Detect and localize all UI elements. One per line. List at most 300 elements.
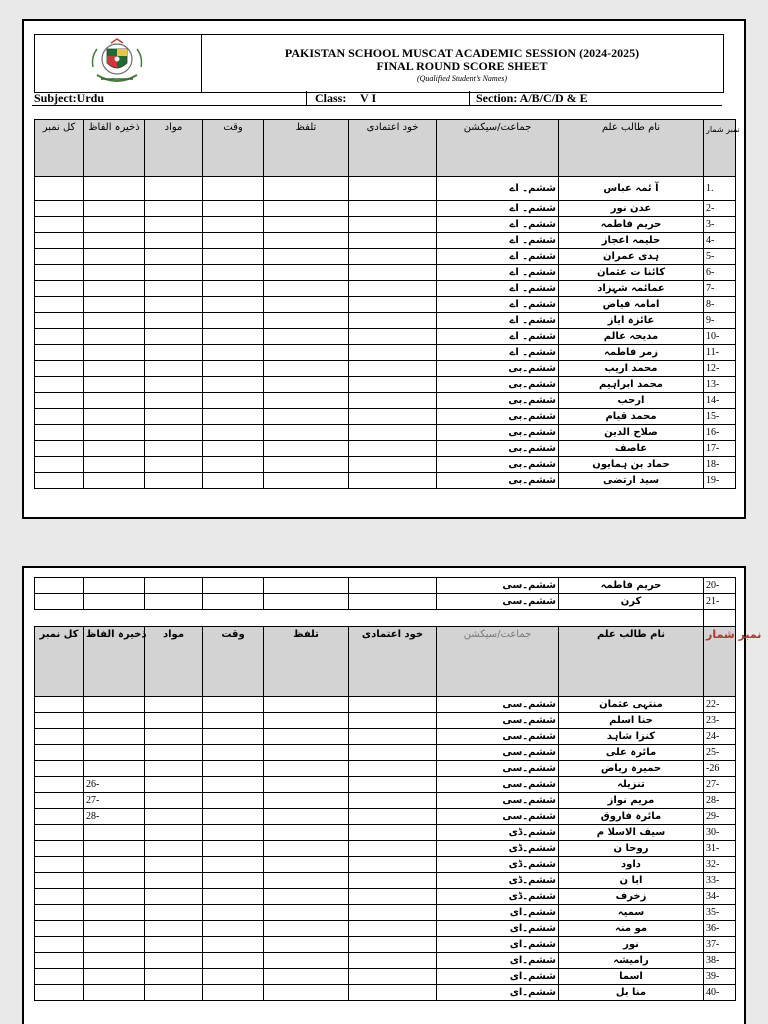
vocab-cell [84, 281, 145, 297]
confidence-cell [349, 361, 437, 377]
confidence-cell [349, 425, 437, 441]
time-cell [203, 729, 264, 745]
pronunciation-cell [264, 281, 349, 297]
student-name-cell: آ ئمہ عباس [559, 177, 704, 201]
time-cell [203, 905, 264, 921]
content-cell [145, 889, 203, 905]
content-cell [145, 281, 203, 297]
time-cell [203, 841, 264, 857]
class-section-cell: ششم۔ اے [437, 217, 559, 233]
vocab-cell [84, 265, 145, 281]
table-row [35, 393, 736, 409]
class-label: Class: [315, 91, 347, 105]
pronunciation-cell [264, 313, 349, 329]
class-section-cell: ششم۔سی [437, 809, 559, 825]
class-section-cell: ششم۔ اے [437, 345, 559, 361]
vocab-cell: 28- [84, 809, 145, 825]
class-section-cell: ششم۔بی [437, 393, 559, 409]
col-vocab: ذخیرہ الفاظ [84, 120, 145, 177]
confidence-cell [349, 873, 437, 889]
total-cell [35, 345, 84, 361]
table-row [35, 217, 736, 233]
serial-cell: 33- [704, 873, 736, 889]
vocab-cell [84, 249, 145, 265]
table-row [35, 473, 736, 489]
serial-cell: 34- [704, 889, 736, 905]
content-cell [145, 377, 203, 393]
vocab-cell [84, 905, 145, 921]
vocab-cell [84, 921, 145, 937]
total-cell [35, 177, 84, 201]
col-vocab: ذخیرہ الفاظ [84, 627, 145, 697]
total-cell [35, 729, 84, 745]
class-section-cell: ششم۔ای [437, 985, 559, 1001]
school-title: PAKISTAN SCHOOL MUSCAT ACADEMIC SESSION (2024-2025) [284, 46, 640, 60]
spacer-row [35, 610, 736, 627]
content-cell [145, 217, 203, 233]
table-row [35, 409, 736, 425]
total-cell [35, 697, 84, 713]
student-name-cell: حلیمہ اعجاز [559, 233, 704, 249]
table-row [35, 793, 736, 809]
content-cell [145, 713, 203, 729]
class-section-cell: ششم۔ای [437, 905, 559, 921]
table-row [35, 969, 736, 985]
pronunciation-cell [264, 594, 349, 610]
serial-cell: 14- [704, 393, 736, 409]
table-row [35, 697, 736, 713]
pronunciation-cell [264, 985, 349, 1001]
vocab-cell [84, 409, 145, 425]
table-row [35, 745, 736, 761]
vocab-cell [84, 713, 145, 729]
vocab-cell: 27- [84, 793, 145, 809]
table-row [35, 345, 736, 361]
col-pronunciation: تلفظ [264, 120, 349, 177]
serial-cell: 23- [704, 713, 736, 729]
pronunciation-cell [264, 969, 349, 985]
pronunciation-cell [264, 441, 349, 457]
pronunciation-cell [264, 745, 349, 761]
confidence-cell [349, 329, 437, 345]
serial-cell: 7- [704, 281, 736, 297]
student-name-cell: ہدی عمران [559, 249, 704, 265]
content-cell [145, 441, 203, 457]
student-name-cell: ارحب [559, 393, 704, 409]
class-section-cell: ششم۔ای [437, 937, 559, 953]
time-cell [203, 281, 264, 297]
content-cell [145, 873, 203, 889]
confidence-cell [349, 441, 437, 457]
total-cell [35, 313, 84, 329]
time-cell [203, 697, 264, 713]
content-cell [145, 729, 203, 745]
spacer-cell [704, 610, 736, 627]
table-row [35, 777, 736, 793]
confidence-cell [349, 313, 437, 329]
table-row [35, 177, 736, 201]
table-row [35, 265, 736, 281]
table-row [35, 937, 736, 953]
class-section-cell: ششم۔سی [437, 761, 559, 777]
total-cell [35, 953, 84, 969]
student-name-cell: روحا ن [559, 841, 704, 857]
total-cell [35, 233, 84, 249]
table-row [35, 729, 736, 745]
serial-cell: 15- [704, 409, 736, 425]
serial-cell: 25- [704, 745, 736, 761]
time-cell [203, 297, 264, 313]
serial-cell: 27- [704, 777, 736, 793]
col-total: کل نمبر [35, 120, 84, 177]
total-cell [35, 393, 84, 409]
col-confidence: خود اعتمادی [349, 120, 437, 177]
vocab-cell [84, 697, 145, 713]
col-class-section: جماعت/سیکشن [437, 627, 559, 697]
total-cell [35, 201, 84, 217]
time-cell [203, 953, 264, 969]
total-cell [35, 969, 84, 985]
vocab-cell [84, 594, 145, 610]
serial-cell: 36- [704, 921, 736, 937]
student-name-cell: سیف الاسلا م [559, 825, 704, 841]
confidence-cell [349, 473, 437, 489]
pronunciation-cell [264, 937, 349, 953]
content-cell [145, 578, 203, 594]
time-cell [203, 777, 264, 793]
time-cell [203, 233, 264, 249]
vocab-cell [84, 345, 145, 361]
confidence-cell [349, 761, 437, 777]
confidence-cell [349, 793, 437, 809]
class-section-cell: ششم۔بی [437, 425, 559, 441]
content-cell [145, 249, 203, 265]
student-name-cell: حنا اسلم [559, 713, 704, 729]
content-cell [145, 233, 203, 249]
student-name-cell: حریم فاطمہ [559, 217, 704, 233]
pronunciation-cell [264, 425, 349, 441]
serial-cell: 6- [704, 265, 736, 281]
confidence-cell [349, 889, 437, 905]
time-cell [203, 361, 264, 377]
time-cell [203, 377, 264, 393]
vocab-cell [84, 969, 145, 985]
student-name-cell: منتہی عثمان [559, 697, 704, 713]
pronunciation-cell [264, 409, 349, 425]
serial-cell: 9- [704, 313, 736, 329]
pronunciation-cell [264, 713, 349, 729]
pronunciation-cell [264, 953, 349, 969]
total-cell [35, 281, 84, 297]
content-cell [145, 265, 203, 281]
student-name-cell: حماد بن ہمایوں [559, 457, 704, 473]
class-section-cell: ششم۔بی [437, 361, 559, 377]
class-section-cell: ششم۔ اے [437, 249, 559, 265]
class-section-cell: ششم۔ڈی [437, 825, 559, 841]
time-cell [203, 473, 264, 489]
time-cell [203, 713, 264, 729]
col-total: کل نمبر [35, 627, 84, 697]
confidence-cell [349, 233, 437, 249]
class-section-cell: ششم۔سی [437, 713, 559, 729]
total-cell [35, 265, 84, 281]
confidence-cell [349, 457, 437, 473]
vocab-cell [84, 297, 145, 313]
pronunciation-cell [264, 393, 349, 409]
vocab-cell [84, 857, 145, 873]
vocab-cell [84, 825, 145, 841]
total-cell [35, 249, 84, 265]
content-cell [145, 953, 203, 969]
student-name-cell: کرن [559, 594, 704, 610]
content-cell [145, 969, 203, 985]
col-student-name: نام طالب علم [559, 120, 704, 177]
student-name-cell: مو منہ [559, 921, 704, 937]
table-row [35, 578, 736, 594]
content-cell [145, 809, 203, 825]
student-name-cell: سمیہ [559, 905, 704, 921]
spacer-cell [559, 610, 704, 627]
total-cell [35, 441, 84, 457]
vocab-cell [84, 889, 145, 905]
header-titles [201, 35, 723, 84]
vocab-cell [84, 985, 145, 1001]
class-section-cell: ششم۔ڈی [437, 889, 559, 905]
total-cell [35, 777, 84, 793]
pronunciation-cell [264, 873, 349, 889]
vocab-cell [84, 473, 145, 489]
student-name-cell: عاصف [559, 441, 704, 457]
total-cell [35, 873, 84, 889]
col-serial: نمبر شمار [704, 627, 736, 697]
confidence-cell [349, 921, 437, 937]
content-cell [145, 345, 203, 361]
student-name-cell: سید ارتضی [559, 473, 704, 489]
time-cell [203, 441, 264, 457]
time-cell [203, 217, 264, 233]
student-name-cell: ابا ن [559, 873, 704, 889]
table-header-row [35, 627, 736, 697]
total-cell [35, 809, 84, 825]
content-cell [145, 313, 203, 329]
class-section-cell: ششم۔ اے [437, 313, 559, 329]
total-cell [35, 409, 84, 425]
pronunciation-cell [264, 729, 349, 745]
confidence-cell [349, 825, 437, 841]
confidence-cell [349, 777, 437, 793]
time-cell [203, 425, 264, 441]
pronunciation-cell [264, 201, 349, 217]
class-section-cell: ششم۔ اے [437, 265, 559, 281]
pronunciation-cell [264, 793, 349, 809]
class-value: V I [360, 91, 377, 105]
pronunciation-cell [264, 777, 349, 793]
student-name-cell: منا بل [559, 985, 704, 1001]
time-cell [203, 594, 264, 610]
serial-cell: 35- [704, 905, 736, 921]
content-cell [145, 841, 203, 857]
student-name-cell: امامہ فیاض [559, 297, 704, 313]
class-section-cell: ششم۔ڈی [437, 841, 559, 857]
student-name-cell: مائرہ فاروق [559, 809, 704, 825]
student-name-cell: محمد اریب [559, 361, 704, 377]
content-cell [145, 905, 203, 921]
score-table-page-1 [34, 119, 740, 489]
pronunciation-cell [264, 329, 349, 345]
table-row [35, 441, 736, 457]
total-cell [35, 713, 84, 729]
content-cell [145, 177, 203, 201]
serial-cell: 2- [704, 201, 736, 217]
serial-cell: 18- [704, 457, 736, 473]
vocab-cell [84, 361, 145, 377]
table-row [35, 809, 736, 825]
serial-cell: 21- [704, 594, 736, 610]
confidence-cell [349, 201, 437, 217]
student-name-cell: رامیشہ [559, 953, 704, 969]
student-name-cell: زخرف [559, 889, 704, 905]
serial-cell: 4- [704, 233, 736, 249]
pronunciation-cell [264, 841, 349, 857]
vocab-cell [84, 873, 145, 889]
col-pronunciation: تلفظ [264, 627, 349, 697]
total-cell [35, 825, 84, 841]
time-cell [203, 409, 264, 425]
class-section-cell: ششم۔ای [437, 953, 559, 969]
content-cell [145, 361, 203, 377]
confidence-cell [349, 177, 437, 201]
confidence-cell [349, 953, 437, 969]
table-row [35, 921, 736, 937]
serial-cell: 13- [704, 377, 736, 393]
serial-cell: 31- [704, 841, 736, 857]
class-section-cell: ششم۔بی [437, 473, 559, 489]
vocab-cell [84, 425, 145, 441]
table-row [35, 905, 736, 921]
col-student-name: نام طالب علم [559, 627, 704, 697]
pronunciation-cell [264, 361, 349, 377]
student-name-cell: کنزا شاہد [559, 729, 704, 745]
confidence-cell [349, 578, 437, 594]
pronunciation-cell [264, 457, 349, 473]
score-table-page-2 [34, 577, 762, 1001]
student-name-cell: عدن نور [559, 201, 704, 217]
confidence-cell [349, 393, 437, 409]
time-cell [203, 745, 264, 761]
serial-cell: 32- [704, 857, 736, 873]
col-class-section: جماعت/سیکشن [437, 120, 559, 177]
table-row [35, 761, 736, 777]
pronunciation-cell [264, 809, 349, 825]
content-cell [145, 857, 203, 873]
content-cell [145, 745, 203, 761]
total-cell [35, 361, 84, 377]
content-cell [145, 425, 203, 441]
time-cell [203, 825, 264, 841]
table-row [35, 953, 736, 969]
table-row [35, 329, 736, 345]
vocab-cell [84, 217, 145, 233]
vocab-cell [84, 953, 145, 969]
class-section-cell: ششم۔سی [437, 793, 559, 809]
total-cell [35, 377, 84, 393]
vocab-cell [84, 233, 145, 249]
table-row [35, 313, 736, 329]
table-row [35, 281, 736, 297]
confidence-cell [349, 857, 437, 873]
time-cell [203, 201, 264, 217]
pronunciation-cell [264, 249, 349, 265]
vocab-cell [84, 377, 145, 393]
total-cell [35, 217, 84, 233]
table-row [35, 594, 736, 610]
serial-cell: 12- [704, 361, 736, 377]
table-header-row [35, 120, 736, 177]
content-cell [145, 777, 203, 793]
spacer-cell [35, 610, 84, 627]
student-name-cell: حریم فاطمہ [559, 578, 704, 594]
table-row [35, 297, 736, 313]
content-cell [145, 393, 203, 409]
table-row [35, 873, 736, 889]
time-cell [203, 793, 264, 809]
spacer-cell [145, 610, 203, 627]
total-cell [35, 329, 84, 345]
confidence-cell [349, 249, 437, 265]
class-section-cell: ششم۔ڈی [437, 873, 559, 889]
spacer-cell [84, 610, 145, 627]
serial-cell: 5- [704, 249, 736, 265]
student-name-cell: نور [559, 937, 704, 953]
serial-cell: 8- [704, 297, 736, 313]
student-name-cell: مریم نواز [559, 793, 704, 809]
student-name-cell: عائزہ ایاز [559, 313, 704, 329]
spacer-cell [437, 610, 559, 627]
serial-cell: 1. [704, 177, 736, 201]
pronunciation-cell [264, 345, 349, 361]
serial-cell: 40- [704, 985, 736, 1001]
serial-cell: 19- [704, 473, 736, 489]
time-cell [203, 313, 264, 329]
total-cell [35, 745, 84, 761]
serial-cell: 11- [704, 345, 736, 361]
class-section-cell: ششم۔بی [437, 457, 559, 473]
confidence-cell [349, 841, 437, 857]
vocab-cell [84, 393, 145, 409]
student-name-cell: حمیرہ ریاض [559, 761, 704, 777]
class-section-cell: ششم۔ڈی [437, 857, 559, 873]
total-cell [35, 841, 84, 857]
serial-cell: 22- [704, 697, 736, 713]
vocab-cell [84, 761, 145, 777]
table-row [35, 249, 736, 265]
total-cell [35, 425, 84, 441]
serial-cell: 28- [704, 793, 736, 809]
pronunciation-cell [264, 697, 349, 713]
confidence-cell [349, 985, 437, 1001]
table-row [35, 425, 736, 441]
col-time: وقت [203, 120, 264, 177]
time-cell [203, 937, 264, 953]
col-content: مواد [145, 627, 203, 697]
content-cell [145, 201, 203, 217]
total-cell [35, 761, 84, 777]
class-section-cell: ششم۔سی [437, 777, 559, 793]
serial-cell: 29- [704, 809, 736, 825]
class-section-cell: ششم۔ اے [437, 177, 559, 201]
content-cell [145, 409, 203, 425]
total-cell [35, 473, 84, 489]
